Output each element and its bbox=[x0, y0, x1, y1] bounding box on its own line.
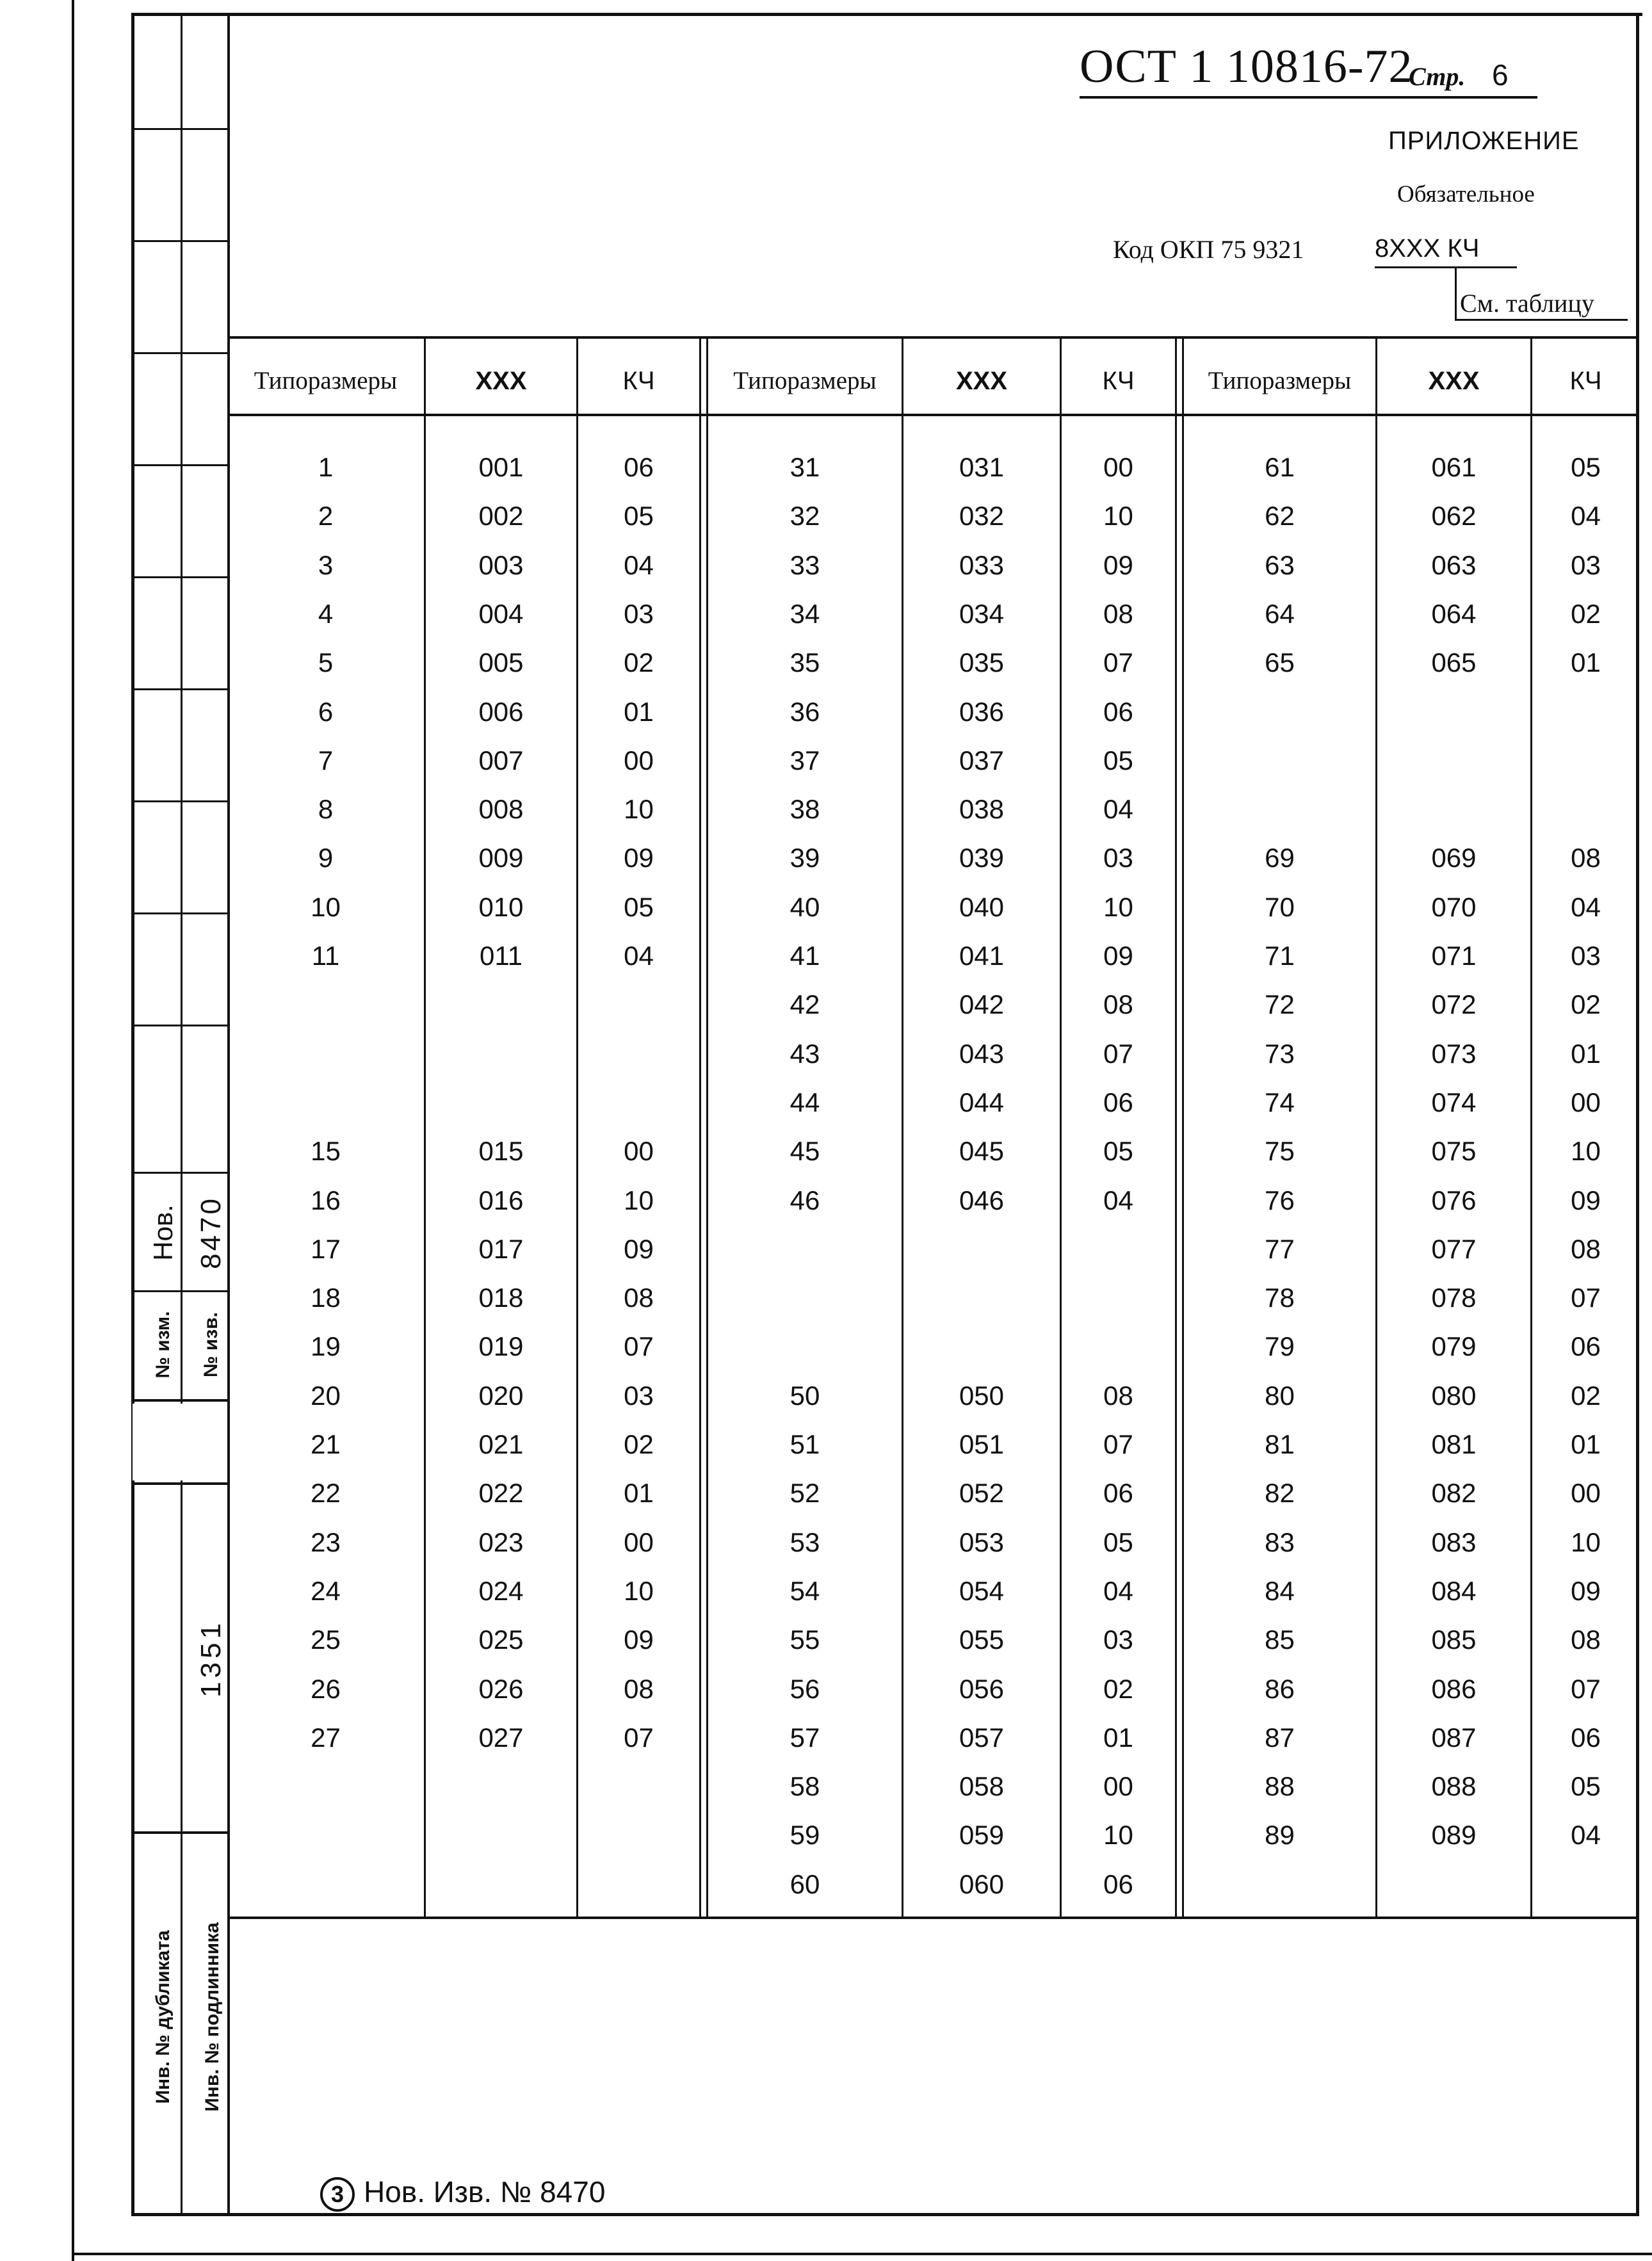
cell-code-group2: 051 bbox=[959, 1429, 1005, 1459]
side-cell-divider bbox=[131, 128, 227, 130]
cell-typesize-group1: 2 bbox=[318, 501, 334, 531]
cell-code-group2: 059 bbox=[959, 1820, 1005, 1850]
cell-kch-group2: 05 bbox=[1103, 1527, 1133, 1557]
cell-typesize-group1: 27 bbox=[311, 1722, 341, 1753]
cell-typesize-group3: 74 bbox=[1265, 1087, 1295, 1117]
okp-code-pattern: 8XXX КЧ bbox=[1375, 234, 1480, 263]
side-label-change-no: № изм. bbox=[152, 1311, 174, 1379]
cell-kch-group2: 04 bbox=[1103, 794, 1133, 824]
cell-kch-group2: 04 bbox=[1103, 1576, 1133, 1606]
cell-kch-group2: 10 bbox=[1103, 1820, 1133, 1850]
header-typesize-1: Типоразмеры bbox=[254, 367, 398, 394]
cell-typesize-group1: 17 bbox=[311, 1234, 341, 1264]
header-typesize-2: Типоразмеры bbox=[733, 367, 877, 394]
cell-kch-group3: 02 bbox=[1571, 1381, 1601, 1411]
cell-kch-group2: 08 bbox=[1103, 989, 1133, 1019]
cell-code-group1: 002 bbox=[478, 501, 524, 531]
cell-code-group3: 073 bbox=[1431, 1039, 1477, 1069]
cell-code-group1: 007 bbox=[478, 745, 524, 775]
page-label: Стр. bbox=[1409, 62, 1466, 91]
cell-kch-group3: 06 bbox=[1571, 1722, 1601, 1753]
page-number: 6 bbox=[1492, 58, 1509, 92]
cell-typesize-group2: 32 bbox=[790, 501, 820, 531]
cell-code-group2: 045 bbox=[959, 1136, 1005, 1166]
cell-kch-group3: 03 bbox=[1571, 941, 1601, 971]
cell-kch-group2: 02 bbox=[1103, 1674, 1133, 1704]
cell-typesize-group3: 62 bbox=[1265, 501, 1295, 531]
cell-typesize-group3: 80 bbox=[1265, 1381, 1295, 1411]
cell-kch-group1: 10 bbox=[624, 1185, 654, 1215]
cell-typesize-group3: 89 bbox=[1265, 1820, 1295, 1850]
cell-code-group3: 083 bbox=[1431, 1527, 1477, 1557]
cell-typesize-group1: 8 bbox=[318, 794, 334, 824]
table-bottom-border bbox=[227, 1917, 1639, 1919]
cell-code-group2: 033 bbox=[959, 550, 1005, 580]
cell-typesize-group1: 23 bbox=[311, 1527, 341, 1557]
cell-typesize-group3: 83 bbox=[1265, 1527, 1295, 1557]
cell-code-group2: 060 bbox=[959, 1869, 1005, 1899]
cell-typesize-group1: 25 bbox=[311, 1625, 341, 1655]
cell-code-group1: 003 bbox=[478, 550, 524, 580]
cell-kch-group2: 05 bbox=[1103, 745, 1133, 775]
side-cell-divider bbox=[131, 1399, 227, 1402]
cell-typesize-group2: 35 bbox=[790, 647, 820, 677]
cell-kch-group3: 07 bbox=[1571, 1283, 1601, 1313]
cell-kch-group3: 09 bbox=[1571, 1185, 1601, 1215]
cell-typesize-group2: 57 bbox=[790, 1722, 820, 1753]
cell-kch-group1: 00 bbox=[624, 745, 654, 775]
cell-code-group2: 057 bbox=[959, 1722, 1005, 1753]
cell-typesize-group2: 55 bbox=[790, 1625, 820, 1655]
side-cell-divider bbox=[131, 1172, 227, 1174]
cell-code-group1: 016 bbox=[478, 1185, 524, 1215]
cell-code-group1: 004 bbox=[478, 599, 524, 629]
cell-typesize-group2: 51 bbox=[790, 1429, 820, 1459]
cell-code-group2: 046 bbox=[959, 1185, 1005, 1215]
cell-code-group3: 065 bbox=[1431, 647, 1477, 677]
cell-typesize-group2: 53 bbox=[790, 1527, 820, 1557]
cell-typesize-group2: 31 bbox=[790, 452, 820, 482]
cell-typesize-group1: 4 bbox=[318, 599, 334, 629]
cell-typesize-group3: 78 bbox=[1265, 1283, 1295, 1313]
cell-code-group3: 079 bbox=[1431, 1331, 1477, 1361]
cell-kch-group2: 08 bbox=[1103, 599, 1133, 629]
cell-code-group2: 056 bbox=[959, 1674, 1005, 1704]
cell-kch-group3: 01 bbox=[1571, 647, 1601, 677]
cell-typesize-group2: 34 bbox=[790, 599, 820, 629]
cell-code-group1: 026 bbox=[478, 1674, 524, 1704]
cell-code-group1: 024 bbox=[478, 1576, 524, 1606]
cell-typesize-group2: 39 bbox=[790, 843, 820, 873]
cell-code-group2: 050 bbox=[959, 1381, 1005, 1411]
cell-typesize-group1: 16 bbox=[311, 1185, 341, 1215]
cell-kch-group3: 09 bbox=[1571, 1576, 1601, 1606]
cell-typesize-group1: 15 bbox=[311, 1136, 341, 1166]
cell-kch-group2: 07 bbox=[1103, 1039, 1133, 1069]
side-cell-divider bbox=[131, 912, 227, 914]
cell-kch-group1: 10 bbox=[624, 794, 654, 824]
header-xxx-1: XXX bbox=[475, 367, 527, 395]
side-strip-divider bbox=[181, 13, 182, 2216]
cell-kch-group3: 05 bbox=[1571, 1771, 1601, 1801]
cell-code-group3: 071 bbox=[1431, 941, 1477, 971]
cell-code-group3: 061 bbox=[1431, 452, 1477, 482]
cell-code-group1: 018 bbox=[478, 1283, 524, 1313]
cell-kch-group3: 04 bbox=[1571, 892, 1601, 922]
cell-code-group2: 044 bbox=[959, 1087, 1005, 1117]
cell-typesize-group2: 58 bbox=[790, 1771, 820, 1801]
cell-code-group3: 072 bbox=[1431, 989, 1477, 1019]
cell-typesize-group3: 77 bbox=[1265, 1234, 1295, 1264]
cell-typesize-group1: 20 bbox=[311, 1381, 341, 1411]
frame-left bbox=[131, 13, 134, 2216]
cell-code-group3: 087 bbox=[1431, 1722, 1477, 1753]
cell-kch-group2: 03 bbox=[1103, 1625, 1133, 1655]
cell-typesize-group2: 59 bbox=[790, 1820, 820, 1850]
okp-code-underline bbox=[1375, 266, 1517, 268]
cell-typesize-group3: 70 bbox=[1265, 892, 1295, 922]
cell-typesize-group1: 21 bbox=[311, 1429, 341, 1459]
cell-typesize-group1: 1 bbox=[318, 452, 334, 482]
cell-code-group1: 021 bbox=[478, 1429, 524, 1459]
cell-code-group2: 039 bbox=[959, 843, 1005, 873]
cell-kch-group2: 03 bbox=[1103, 843, 1133, 873]
cell-code-group1: 001 bbox=[478, 452, 524, 482]
cell-code-group1: 025 bbox=[478, 1625, 524, 1655]
cell-typesize-group1: 18 bbox=[311, 1283, 341, 1313]
cell-code-group2: 036 bbox=[959, 697, 1005, 727]
side-label-inventory-number: 1351 bbox=[195, 1619, 227, 1698]
cell-code-group3: 086 bbox=[1431, 1674, 1477, 1704]
cell-code-group3: 082 bbox=[1431, 1478, 1477, 1508]
cell-kch-group3: 03 bbox=[1571, 550, 1601, 580]
col-group-line bbox=[699, 336, 701, 1918]
cell-code-group1: 009 bbox=[478, 843, 524, 873]
cell-code-group3: 085 bbox=[1431, 1625, 1477, 1655]
cell-code-group2: 043 bbox=[959, 1039, 1005, 1069]
cell-kch-group3: 02 bbox=[1571, 599, 1601, 629]
table-header-border bbox=[227, 414, 1639, 416]
frame-inner-left bbox=[227, 13, 230, 2216]
header-xxx-3: XXX bbox=[1428, 367, 1480, 395]
cell-code-group2: 032 bbox=[959, 501, 1005, 531]
cell-code-group3: 076 bbox=[1431, 1185, 1477, 1215]
col-group-line bbox=[1175, 336, 1177, 1918]
side-cell-divider bbox=[131, 352, 227, 354]
cell-kch-group1: 03 bbox=[624, 1381, 654, 1411]
cell-kch-group3: 08 bbox=[1571, 843, 1601, 873]
cell-kch-group3: 08 bbox=[1571, 1625, 1601, 1655]
cell-code-group3: 075 bbox=[1431, 1136, 1477, 1166]
header-typesize-3: Типоразмеры bbox=[1208, 367, 1352, 394]
cell-typesize-group1: 11 bbox=[311, 941, 340, 971]
cell-kch-group2: 04 bbox=[1103, 1185, 1133, 1215]
cell-typesize-group2: 46 bbox=[790, 1185, 820, 1215]
header-kch-1: КЧ bbox=[622, 367, 655, 395]
cell-code-group3: 080 bbox=[1431, 1381, 1477, 1411]
cell-typesize-group3: 85 bbox=[1265, 1625, 1295, 1655]
cell-kch-group1: 06 bbox=[624, 452, 654, 482]
frame-top bbox=[131, 13, 1642, 16]
cell-code-group3: 077 bbox=[1431, 1234, 1477, 1264]
cell-typesize-group3: 82 bbox=[1265, 1478, 1295, 1508]
see-table-bracket bbox=[1455, 266, 1457, 320]
side-cell-divider bbox=[131, 1482, 227, 1485]
cell-typesize-group3: 73 bbox=[1265, 1039, 1295, 1069]
appendix-heading: ПРИЛОЖЕНИЕ bbox=[1388, 127, 1580, 155]
cell-typesize-group3: 71 bbox=[1265, 941, 1295, 971]
cell-kch-group1: 07 bbox=[624, 1331, 654, 1361]
cell-code-group3: 064 bbox=[1431, 599, 1477, 629]
cell-kch-group1: 09 bbox=[624, 1625, 654, 1655]
cell-kch-group2: 06 bbox=[1103, 697, 1133, 727]
cell-code-group1: 015 bbox=[478, 1136, 524, 1166]
see-table-note: См. таблицу bbox=[1460, 289, 1594, 318]
cell-typesize-group2: 42 bbox=[790, 989, 820, 1019]
cell-code-group2: 038 bbox=[959, 794, 1005, 824]
cell-kch-group3: 10 bbox=[1571, 1136, 1601, 1166]
cell-kch-group2: 09 bbox=[1103, 941, 1133, 971]
circled-number-mark: 3 bbox=[320, 2177, 355, 2212]
cell-kch-group3: 02 bbox=[1571, 989, 1601, 1019]
side-label-new: Нов. bbox=[148, 1204, 178, 1261]
cell-typesize-group3: 86 bbox=[1265, 1674, 1295, 1704]
cell-kch-group3: 01 bbox=[1571, 1039, 1601, 1069]
cell-code-group3: 069 bbox=[1431, 843, 1477, 873]
cell-code-group2: 035 bbox=[959, 647, 1005, 677]
cell-code-group1: 010 bbox=[478, 892, 524, 922]
cell-typesize-group3: 75 bbox=[1265, 1136, 1295, 1166]
cell-typesize-group3: 72 bbox=[1265, 989, 1295, 1019]
see-table-bracket-base bbox=[1455, 319, 1628, 321]
cell-typesize-group1: 24 bbox=[311, 1576, 341, 1606]
side-cell-divider bbox=[131, 1025, 227, 1026]
cell-code-group1: 008 bbox=[478, 794, 524, 824]
cell-typesize-group3: 88 bbox=[1265, 1771, 1295, 1801]
cell-typesize-group2: 37 bbox=[790, 745, 820, 775]
cell-kch-group2: 07 bbox=[1103, 1429, 1133, 1459]
cell-kch-group1: 10 bbox=[624, 1576, 654, 1606]
cell-typesize-group3: 81 bbox=[1265, 1429, 1295, 1459]
cell-kch-group2: 06 bbox=[1103, 1869, 1133, 1899]
cell-typesize-group2: 40 bbox=[790, 892, 820, 922]
cell-code-group2: 037 bbox=[959, 745, 1005, 775]
cell-typesize-group1: 3 bbox=[318, 550, 334, 580]
cell-kch-group1: 05 bbox=[624, 501, 654, 531]
cell-kch-group3: 05 bbox=[1571, 452, 1601, 482]
cell-kch-group1: 07 bbox=[624, 1722, 654, 1753]
cell-code-group3: 062 bbox=[1431, 501, 1477, 531]
cell-kch-group1: 04 bbox=[624, 550, 654, 580]
cell-code-group2: 041 bbox=[959, 941, 1005, 971]
cell-kch-group2: 07 bbox=[1103, 647, 1133, 677]
cell-kch-group2: 08 bbox=[1103, 1381, 1133, 1411]
doc-title: ОСТ 1 10816-72 bbox=[1080, 40, 1413, 93]
cell-typesize-group1: 9 bbox=[318, 843, 334, 873]
cell-code-group1: 005 bbox=[478, 647, 524, 677]
cell-typesize-group2: 60 bbox=[790, 1869, 820, 1899]
footer-change-note bbox=[320, 2175, 605, 2212]
cell-code-group2: 040 bbox=[959, 892, 1005, 922]
header-kch-2: КЧ bbox=[1102, 367, 1135, 395]
side-label-original: Инв. № подлинника bbox=[202, 1922, 223, 2112]
cell-code-group2: 054 bbox=[959, 1576, 1005, 1606]
side-cell-divider bbox=[131, 1290, 227, 1292]
cell-typesize-group3: 63 bbox=[1265, 550, 1295, 580]
title-underline bbox=[1080, 96, 1537, 99]
cell-code-group1: 022 bbox=[478, 1478, 524, 1508]
cell-kch-group1: 04 bbox=[624, 941, 654, 971]
cell-code-group1: 006 bbox=[478, 697, 524, 727]
cell-code-group2: 052 bbox=[959, 1478, 1005, 1508]
cell-typesize-group3: 61 bbox=[1265, 452, 1295, 482]
bottom-outer-line bbox=[72, 2253, 1652, 2255]
cell-kch-group2: 09 bbox=[1103, 550, 1133, 580]
cell-code-group1: 027 bbox=[478, 1722, 524, 1753]
cell-typesize-group3: 87 bbox=[1265, 1722, 1295, 1753]
cell-kch-group1: 09 bbox=[624, 1234, 654, 1264]
header-xxx-2: XXX bbox=[955, 367, 1008, 395]
cell-kch-group1: 09 bbox=[624, 843, 654, 873]
side-cell-divider bbox=[131, 800, 227, 802]
cell-code-group2: 031 bbox=[959, 452, 1005, 482]
cell-code-group1: 023 bbox=[478, 1527, 524, 1557]
side-strip-gap bbox=[133, 1404, 226, 1480]
cell-kch-group1: 01 bbox=[624, 697, 654, 727]
table-top-border bbox=[227, 336, 1639, 339]
cell-typesize-group2: 56 bbox=[790, 1674, 820, 1704]
cell-code-group2: 053 bbox=[959, 1527, 1005, 1557]
cell-code-group1: 019 bbox=[478, 1331, 524, 1361]
cell-code-group3: 063 bbox=[1431, 550, 1477, 580]
cell-kch-group3: 00 bbox=[1571, 1478, 1601, 1508]
cell-code-group2: 034 bbox=[959, 599, 1005, 629]
appendix-note: Обязательное bbox=[1397, 181, 1535, 207]
footer-note-text: Нов. Изв. № 8470 bbox=[364, 2175, 606, 2208]
cell-typesize-group1: 10 bbox=[311, 892, 341, 922]
cell-kch-group2: 05 bbox=[1103, 1136, 1133, 1166]
cell-typesize-group1: 5 bbox=[318, 647, 334, 677]
cell-typesize-group3: 65 bbox=[1265, 647, 1295, 677]
cell-typesize-group2: 44 bbox=[790, 1087, 820, 1117]
cell-typesize-group2: 50 bbox=[790, 1381, 820, 1411]
cell-code-group3: 084 bbox=[1431, 1576, 1477, 1606]
cell-kch-group3: 06 bbox=[1571, 1331, 1601, 1361]
cell-kch-group1: 01 bbox=[624, 1478, 654, 1508]
cell-kch-group1: 02 bbox=[624, 1429, 654, 1459]
cell-typesize-group1: 7 bbox=[318, 745, 334, 775]
cell-typesize-group2: 45 bbox=[790, 1136, 820, 1166]
cell-kch-group3: 08 bbox=[1571, 1234, 1601, 1264]
cell-code-group1: 020 bbox=[478, 1381, 524, 1411]
side-label-duplicate: Инв. № дубликата bbox=[152, 1930, 174, 2104]
cell-typesize-group1: 26 bbox=[311, 1674, 341, 1704]
cell-kch-group1: 00 bbox=[624, 1527, 654, 1557]
cell-kch-group3: 04 bbox=[1571, 1820, 1601, 1850]
cell-code-group3: 070 bbox=[1431, 892, 1477, 922]
cell-typesize-group3: 69 bbox=[1265, 843, 1295, 873]
cell-kch-group2: 06 bbox=[1103, 1087, 1133, 1117]
cell-kch-group3: 00 bbox=[1571, 1087, 1601, 1117]
cell-code-group1: 017 bbox=[478, 1234, 524, 1264]
cell-code-group3: 078 bbox=[1431, 1283, 1477, 1313]
cell-kch-group3: 01 bbox=[1571, 1429, 1601, 1459]
cell-kch-group1: 03 bbox=[624, 599, 654, 629]
side-cell-divider bbox=[131, 688, 227, 690]
cell-typesize-group2: 52 bbox=[790, 1478, 820, 1508]
cell-code-group3: 089 bbox=[1431, 1820, 1477, 1850]
side-cell-divider bbox=[131, 464, 227, 466]
cell-typesize-group1: 19 bbox=[311, 1331, 341, 1361]
cell-typesize-group3: 79 bbox=[1265, 1331, 1295, 1361]
cell-kch-group3: 07 bbox=[1571, 1674, 1601, 1704]
cell-code-group3: 088 bbox=[1431, 1771, 1477, 1801]
side-cell-divider bbox=[131, 576, 227, 578]
cell-kch-group2: 06 bbox=[1103, 1478, 1133, 1508]
side-label-notice-no: № изв. bbox=[200, 1312, 222, 1377]
cell-typesize-group2: 36 bbox=[790, 697, 820, 727]
cell-kch-group2: 10 bbox=[1103, 501, 1133, 531]
cell-kch-group3: 10 bbox=[1571, 1527, 1601, 1557]
cell-typesize-group1: 22 bbox=[311, 1478, 341, 1508]
cell-kch-group2: 00 bbox=[1103, 1771, 1133, 1801]
side-label-change-number: 8470 bbox=[195, 1196, 227, 1269]
cell-typesize-group3: 76 bbox=[1265, 1185, 1295, 1215]
cell-code-group2: 058 bbox=[959, 1771, 1005, 1801]
cell-code-group1: 011 bbox=[480, 941, 522, 971]
frame-bottom bbox=[131, 2213, 1639, 2216]
cell-code-group3: 074 bbox=[1431, 1087, 1477, 1117]
cell-kch-group3: 04 bbox=[1571, 501, 1601, 531]
cell-kch-group1: 00 bbox=[624, 1136, 654, 1166]
cell-kch-group2: 10 bbox=[1103, 892, 1133, 922]
cell-code-group2: 042 bbox=[959, 989, 1005, 1019]
cell-kch-group2: 01 bbox=[1103, 1722, 1133, 1753]
cell-code-group3: 081 bbox=[1431, 1429, 1477, 1459]
side-cell-divider bbox=[131, 240, 227, 242]
cell-typesize-group2: 54 bbox=[790, 1576, 820, 1606]
cell-kch-group1: 08 bbox=[624, 1283, 654, 1313]
cell-typesize-group1: 6 bbox=[318, 697, 334, 727]
cell-kch-group2: 00 bbox=[1103, 452, 1133, 482]
cell-kch-group1: 08 bbox=[624, 1674, 654, 1704]
cell-typesize-group2: 38 bbox=[790, 794, 820, 824]
cell-code-group2: 055 bbox=[959, 1625, 1005, 1655]
cell-typesize-group2: 43 bbox=[790, 1039, 820, 1069]
okp-code-label: Код ОКП 75 9321 bbox=[1113, 235, 1304, 264]
header-kch-3: КЧ bbox=[1569, 367, 1602, 395]
cell-typesize-group3: 64 bbox=[1265, 599, 1295, 629]
left-binding-line bbox=[72, 0, 74, 2261]
cell-kch-group1: 02 bbox=[624, 647, 654, 677]
side-cell-divider bbox=[131, 1831, 227, 1834]
cell-typesize-group3: 84 bbox=[1265, 1576, 1295, 1606]
cell-typesize-group2: 41 bbox=[790, 941, 820, 971]
cell-typesize-group2: 33 bbox=[790, 550, 820, 580]
cell-kch-group1: 05 bbox=[624, 892, 654, 922]
